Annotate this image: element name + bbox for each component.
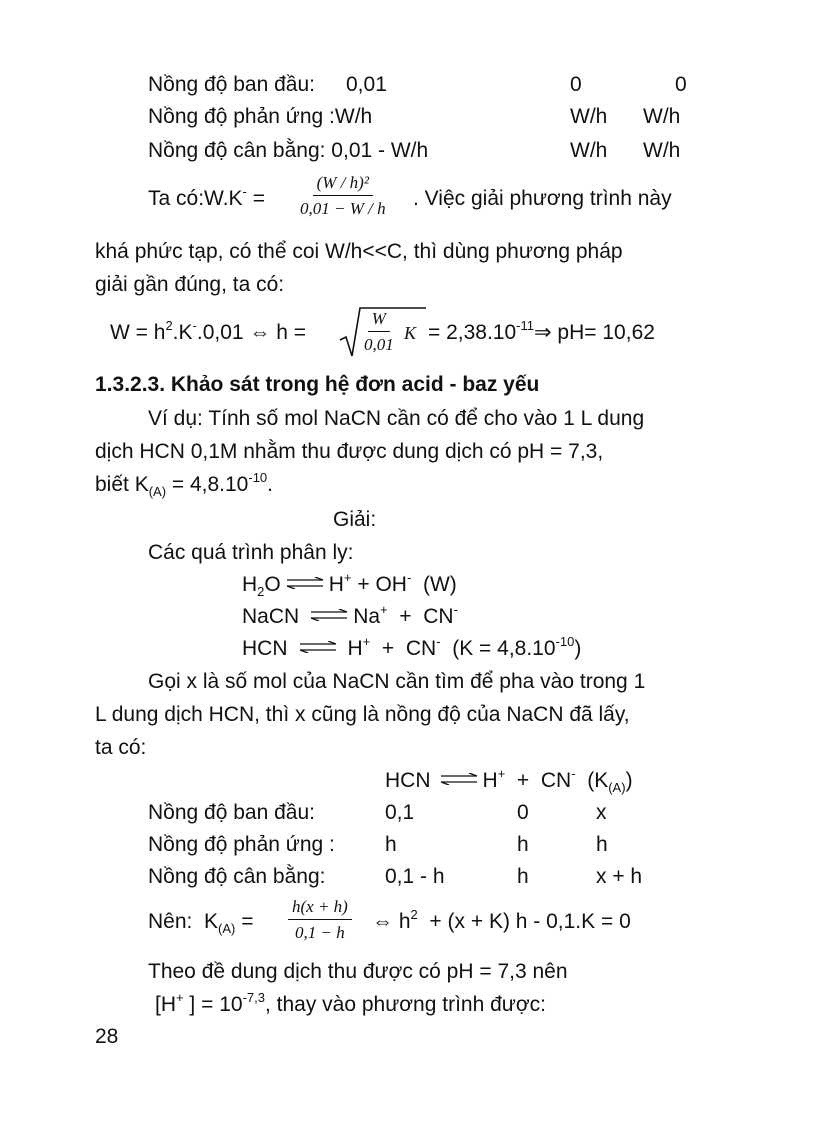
eq2-fraction bbox=[360, 310, 398, 353]
table2-row3-v1: 0,1 - h bbox=[385, 865, 445, 888]
r2-right: Na bbox=[353, 605, 381, 628]
reaction-3 bbox=[242, 634, 582, 660]
r1-right: H bbox=[328, 573, 344, 596]
eq3-rest bbox=[372, 907, 631, 933]
table1-row1-label: Nồng độ ban đầu: bbox=[148, 73, 315, 96]
table1-row1-v2: 0 bbox=[570, 73, 582, 96]
example-line3-c: . bbox=[267, 473, 274, 496]
r1-rest-sup: - bbox=[406, 570, 412, 585]
eq1-equals: = bbox=[252, 187, 265, 210]
table1-row2-v2: W/h bbox=[570, 105, 608, 128]
equilibrium-arrow-icon bbox=[439, 773, 479, 785]
table2-row1-v2: 0 bbox=[517, 801, 529, 824]
table1-row1-v3: 0 bbox=[675, 73, 687, 96]
example-line3-b: = 4,8.10 bbox=[166, 473, 249, 496]
t2-right: H bbox=[482, 769, 498, 792]
example-line1: Ví dụ: Tính số mol NaCN cần có để cho vào 1 L dung bbox=[148, 407, 645, 430]
para1-line2: giải gần đúng, ta có: bbox=[95, 273, 285, 296]
table1-row2-label: Nồng độ phản ứng :W/h bbox=[148, 105, 373, 128]
eq3-fraction bbox=[288, 898, 352, 941]
eq3-equals: = bbox=[235, 910, 254, 933]
table2-row2-v2: h bbox=[517, 833, 529, 856]
eq1-sup: - bbox=[242, 184, 247, 199]
table2-row1-label: Nồng độ ban đầu: bbox=[148, 801, 315, 824]
eq1-suffix: . Việc giải phương trình này bbox=[413, 187, 672, 210]
t2-k: (K bbox=[575, 769, 609, 792]
eq2-sup1: 2 bbox=[165, 318, 173, 333]
eq2-right bbox=[428, 318, 655, 344]
eq1-denominator: 0,01 − W / h bbox=[300, 199, 386, 218]
table1-row3-v3: W/h bbox=[643, 139, 681, 162]
para2-line3: ta có: bbox=[95, 736, 147, 759]
eq3-prefix bbox=[148, 910, 254, 936]
para3-line2-a: [H bbox=[155, 993, 176, 1016]
t2-left: HCN bbox=[385, 769, 431, 792]
r3-note-sup: -10 bbox=[555, 634, 575, 649]
eq2-sup3: -11 bbox=[516, 318, 534, 333]
eq2-denominator: 0,01 bbox=[364, 335, 394, 354]
table1-row1-v1: 0,01 bbox=[346, 73, 387, 96]
r1-right-sup: + bbox=[343, 570, 352, 585]
table1-row3-label: Nồng độ cân bằng: 0,01 - W/h bbox=[148, 139, 429, 162]
eq1-numerator: (W / h)² bbox=[313, 174, 373, 196]
eq2-part3: .0,01 ⇔ h = bbox=[196, 321, 307, 344]
eq2-k: K bbox=[404, 323, 417, 343]
example-line3-sup: -10 bbox=[248, 470, 268, 485]
r2-left: NaCN bbox=[242, 605, 300, 628]
eq2-part2: .K bbox=[172, 321, 193, 344]
eq3-numerator: h(x + h) bbox=[288, 898, 352, 920]
r1-left-sub: 2 bbox=[257, 584, 265, 599]
para3-line2 bbox=[155, 990, 546, 1016]
example-line3-a: biết K bbox=[95, 473, 149, 496]
para3-line2-c: , thay vào phương trình được: bbox=[264, 993, 546, 1016]
para3-line2-b: ] = 10 bbox=[183, 993, 243, 1016]
eq2-left bbox=[110, 318, 307, 344]
r3-rest-sup: - bbox=[436, 634, 441, 649]
t2-rest: + CN bbox=[505, 769, 572, 792]
r3-rest: + CN bbox=[370, 637, 437, 660]
eq3-prefix-text: Nên: K bbox=[148, 910, 219, 933]
eq1-fraction bbox=[296, 174, 390, 217]
table2-row3-v3: x + h bbox=[596, 865, 643, 888]
para3-line1: Theo đề dung dịch thu được có pH = 7,3 nên bbox=[148, 960, 568, 983]
para2-line1: Gọi x là số mol của NaCN cần tìm để pha vào trong 1 bbox=[148, 670, 646, 693]
table2-row2-v1: h bbox=[385, 833, 397, 856]
r1-note: (W) bbox=[411, 573, 457, 596]
r3-note: (K = 4,8.10 bbox=[440, 637, 556, 660]
reaction-2 bbox=[242, 602, 458, 628]
page-number: 28 bbox=[95, 1025, 119, 1048]
table2-row3-label: Nồng độ cân bằng: bbox=[148, 865, 326, 888]
r2-right-sup: + bbox=[380, 602, 388, 617]
r1-rest: + OH bbox=[351, 573, 407, 596]
eq2-part4: = 2,38.10 bbox=[428, 321, 517, 344]
r1-left: H bbox=[242, 573, 258, 596]
equilibrium-arrow-icon bbox=[285, 577, 325, 589]
r2-rest-sup: - bbox=[453, 602, 458, 617]
eq1-prefix-text: Ta có:W.K bbox=[148, 187, 243, 210]
example-line3 bbox=[95, 470, 274, 499]
solution-label: Giải: bbox=[333, 508, 377, 531]
eq2-sup2: - bbox=[192, 318, 197, 333]
reaction-1 bbox=[242, 570, 457, 599]
eq3-denominator: 0,1 − h bbox=[295, 923, 345, 942]
eq2-part5: ⇒ pH= 10,62 bbox=[534, 321, 655, 344]
r2-rest: + CN bbox=[387, 605, 454, 628]
eq2-part1: W = h bbox=[110, 321, 166, 344]
example-line2: dịch HCN 0,1M nhằm thu được dung dịch có pH = 7,3, bbox=[95, 440, 604, 463]
table2-row2-v3: h bbox=[596, 833, 608, 856]
r3-right: H bbox=[347, 637, 363, 660]
table2-header bbox=[385, 766, 633, 795]
eq3-sub: (A) bbox=[218, 921, 236, 936]
para1-line1: khá phức tạp, có thể coi W/h<<C, thì dùng phương pháp bbox=[95, 240, 623, 263]
para2-line2: L dung dịch HCN, thì x cũng là nồng độ của NaCN đã lấy, bbox=[95, 703, 630, 726]
para3-line2-sup: + bbox=[176, 990, 184, 1005]
r3-right-sup: + bbox=[362, 634, 371, 649]
table2-row2-label: Nồng độ phản ứng : bbox=[148, 833, 335, 856]
r1-left2: O bbox=[264, 573, 281, 596]
t2-right-sup: + bbox=[497, 766, 506, 781]
para3-line2-sup2: -7,3 bbox=[242, 990, 265, 1005]
t2-k-end: ) bbox=[625, 769, 633, 792]
t2-rest-sup: - bbox=[571, 766, 576, 781]
table1-row3-v2: W/h bbox=[570, 139, 608, 162]
eq1-prefix bbox=[148, 184, 265, 210]
eq2-numerator: W bbox=[368, 310, 390, 332]
eq3-rest1: ⇔ h bbox=[372, 910, 411, 933]
example-line3-sub: (A) bbox=[148, 484, 167, 499]
equilibrium-arrow-icon bbox=[309, 609, 349, 621]
dissociation-title: Các quá trình phân ly: bbox=[148, 541, 354, 564]
eq3-rest2: + (x + K) h - 0,1.K = 0 bbox=[417, 910, 631, 933]
table2-row1-v1: 0,1 bbox=[385, 801, 415, 824]
section-heading: 1.3.2.3. Khảo sát trong hệ đơn acid - baz yếu bbox=[95, 373, 540, 396]
equilibrium-arrow-icon bbox=[298, 641, 338, 653]
table2-row1-v3: x bbox=[596, 801, 607, 824]
r3-left: HCN bbox=[242, 637, 288, 660]
table2-row3-v2: h bbox=[517, 865, 529, 888]
t2-k-sub: (A) bbox=[608, 780, 626, 795]
table1-row2-v3: W/h bbox=[643, 105, 681, 128]
eq3-sup: 2 bbox=[410, 907, 418, 922]
r3-note-end: ) bbox=[574, 637, 582, 660]
